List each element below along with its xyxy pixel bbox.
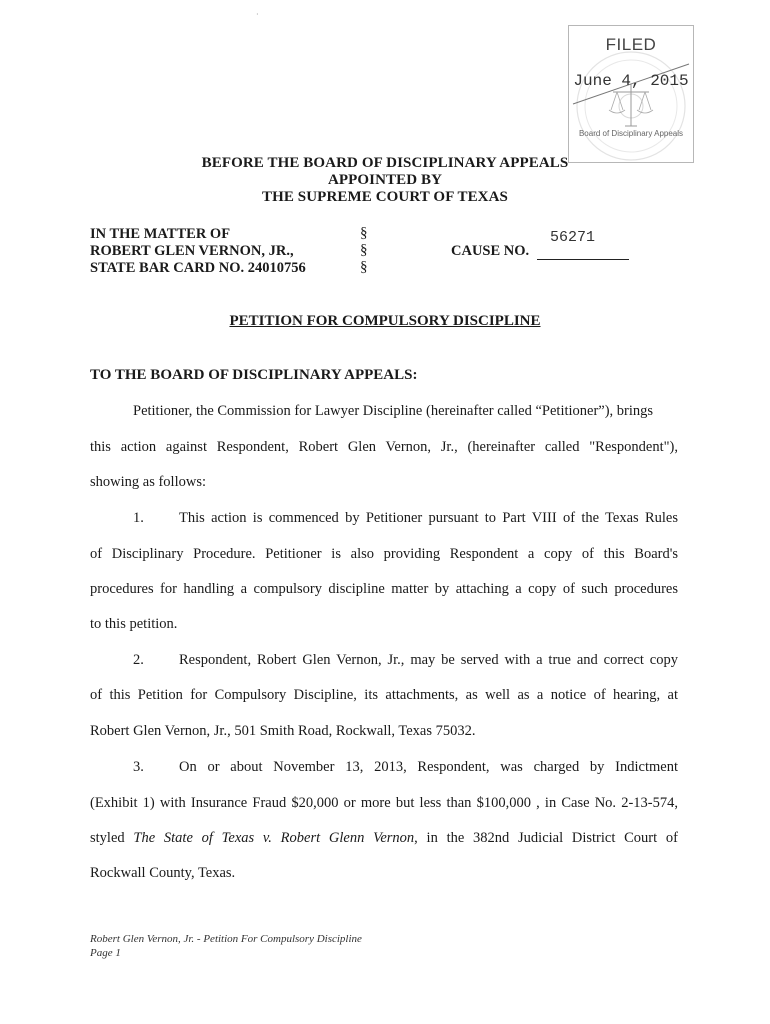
heading-line-2: APPOINTED BY: [327, 172, 443, 188]
scan-speck: ·: [256, 10, 259, 19]
footer-document-name: Robert Glen Vernon, Jr. - Petition For Compulsory Discipline: [90, 933, 362, 945]
cause-label: CAUSE NO.: [451, 243, 530, 259]
footer-page-number: Page 1: [90, 947, 121, 959]
caption-bar-card: STATE BAR CARD NO. 24010756: [90, 260, 306, 276]
heading-line-3: THE SUPREME COURT OF TEXAS: [261, 189, 508, 205]
section-symbol: §: [360, 259, 368, 275]
paragraph-1-line-1: This action is commenced by Petitioner pursuant to Part VIII of the Texas Rules: [179, 510, 678, 526]
paragraph-3-line-2: (Exhibit 1) with Insurance Fraud $20,000 or more but less than $100,000 , in Case No. 2-13-574,: [90, 795, 678, 811]
paragraph-3-styled: styled: [90, 830, 134, 846]
salutation: TO THE BOARD OF DISCIPLINARY APPEALS:: [90, 367, 418, 383]
stamp-filed-date: June 4, 2015: [573, 72, 689, 90]
paragraph-1-line-4: to this petition.: [90, 616, 178, 632]
paragraph-3-line-4: Rockwall County, Texas.: [90, 865, 236, 881]
paragraph-2-line-2: of this Petition for Compulsory Discipline, its attachments, as well as a notice of hearing, at: [90, 687, 678, 703]
document-title: PETITION FOR COMPULSORY DISCIPLINE: [229, 313, 541, 329]
paragraph-3-number: 3.: [133, 759, 144, 775]
intro-line-3: showing as follows:: [90, 474, 206, 490]
paragraph-2-line-1: Respondent, Robert Glen Vernon, Jr., may be served with a true and correct copy: [179, 652, 678, 668]
stamp-board-name: Board of Disciplinary Appeals: [578, 129, 684, 138]
case-caption: The State of Texas v. Robert Glenn Vernon: [133, 830, 415, 846]
paragraph-1-line-2: of Disciplinary Procedure. Petitioner is also providing Respondent a copy of this Board's: [90, 546, 678, 562]
caption-matter: IN THE MATTER OF: [90, 226, 231, 242]
paragraph-3-line-1: On or about November 13, 2013, Respondent, was charged by Indictment: [179, 759, 678, 775]
section-symbol: §: [360, 242, 368, 258]
stamp-filed-label: FILED: [605, 35, 657, 54]
paragraph-2-number: 2.: [133, 652, 144, 668]
paragraph-1-number: 1.: [133, 510, 144, 526]
filed-stamp: [568, 25, 694, 163]
cause-number: 56271: [550, 229, 596, 246]
intro-line-1: Petitioner, the Commission for Lawyer Discipline (hereinafter called “Petitioner”), brings: [133, 403, 654, 419]
paragraph-1-line-3: procedures for handling a compulsory discipline matter by attaching a copy of such procedures: [90, 581, 678, 597]
heading-line-1: BEFORE THE BOARD OF DISCIPLINARY APPEALS: [201, 155, 569, 171]
section-symbol: §: [360, 225, 368, 241]
caption-respondent: ROBERT GLEN VERNON, JR.,: [90, 243, 294, 259]
intro-line-2: this action against Respondent, Robert Glen Vernon, Jr., (hereinafter called "Respondent"),: [90, 439, 678, 455]
paragraph-2-line-3: Robert Glen Vernon, Jr., 501 Smith Road, Rockwall, Texas 75032.: [90, 723, 476, 739]
paragraph-3-court: , in the 382nd Judicial District Court of: [414, 830, 678, 846]
cause-number-underline: [537, 259, 629, 260]
paragraph-3-line-3: [90, 829, 678, 847]
